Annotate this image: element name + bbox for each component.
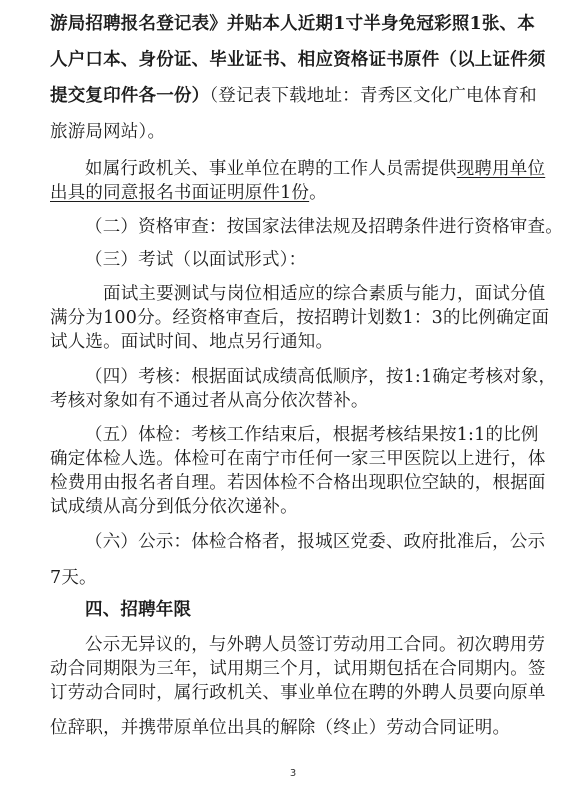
line-text: 游局招聘报名登记表》并贴本人近期1寸半身免冠彩照1张、本: [50, 14, 535, 34]
text-line: [0, 471, 586, 495]
text-line: [0, 282, 586, 306]
text-line: [0, 120, 586, 144]
line-text: 试成绩从高分到低分依次递补。: [50, 497, 298, 517]
section-heading: [0, 598, 586, 622]
text-line: [0, 365, 586, 389]
line-tail-text: （登记表下载地址：青秀区文化广电体育和: [209, 86, 537, 106]
text-line: [0, 495, 586, 519]
line-text: 订劳动合同时，属行政机关、事业单位在聘的外聘人员要向原单: [50, 683, 546, 703]
text-line: [0, 181, 586, 205]
line-text: 公示无异议的，与外聘人员签订劳动用工合同。初次聘用劳: [85, 635, 546, 655]
line-text: 满分为100分。经资格审查后，按招聘计划数1：3的比例确定面: [50, 308, 550, 328]
line-text: 考核对象如有不通过者从高分依次替补。: [50, 391, 369, 411]
text-line: [0, 215, 586, 239]
line-text: 人户口本、身份证、毕业证书、相应资格证书原件（以上证件须: [50, 50, 546, 70]
text-line: [0, 12, 586, 36]
page-number: 3: [289, 768, 297, 779]
underlined-text: 现聘用单位: [456, 159, 546, 179]
line-text: 面试主要测试与岗位相适应的综合素质与能力，面试分值: [103, 284, 546, 304]
line-text: （二）资格审查：按国家法律法规及招聘条件进行资格审查。: [85, 217, 563, 237]
line-text: 试人选。面试时间、地点另行通知。: [50, 332, 334, 352]
line-text: 提交复印件各一份）: [50, 86, 210, 106]
text-line: [0, 330, 586, 354]
line-text: （六）公示：体检合格者，报城区党委、政府批准后，公示: [85, 532, 546, 552]
text-line: [0, 389, 586, 413]
line-text: 如属行政机关、事业单位在聘的工作人员需提供: [85, 159, 457, 179]
text-line: [0, 530, 586, 554]
line-text: 出具的同意报名书面证明原件1份: [50, 183, 310, 203]
line-text: 位辞职，并携带原单位出具的解除（终止）劳动合同证明。: [50, 718, 511, 738]
line-text: 动合同期限为三年，试用期三个月，试用期包括在合同期内。签: [50, 659, 546, 679]
text-line: [0, 48, 586, 72]
text-line: [0, 84, 586, 108]
text-line: [0, 157, 586, 181]
line-text: （四）考核：根据面试成绩高低顺序，按1:1确定考核对象，: [85, 367, 557, 387]
text-line: [0, 306, 586, 330]
line-tail-text: 。: [309, 183, 327, 203]
text-line: [0, 566, 586, 590]
text-line: [0, 633, 586, 657]
line-text: 旅游局网站）。: [50, 122, 166, 142]
text-line: [0, 447, 586, 471]
line-text: （五）体检：考核工作结束后，根据考核结果按1:1的比例: [85, 425, 539, 445]
line-text: 四、招聘年限: [85, 600, 192, 620]
text-line: [0, 681, 586, 705]
text-line: [0, 716, 586, 740]
line-text: 确定体检人选。体检可在南宁市任何一家三甲医院以上进行，体: [50, 449, 546, 469]
line-text: 检费用由报名者自理。若因体检不合格出现职位空缺的，根据面: [50, 473, 546, 493]
line-text: （三）考试（以面试形式）：: [85, 250, 307, 270]
text-line: [0, 657, 586, 681]
text-line: [0, 248, 586, 272]
line-text: 7天。: [50, 568, 97, 588]
text-line: [0, 423, 586, 447]
